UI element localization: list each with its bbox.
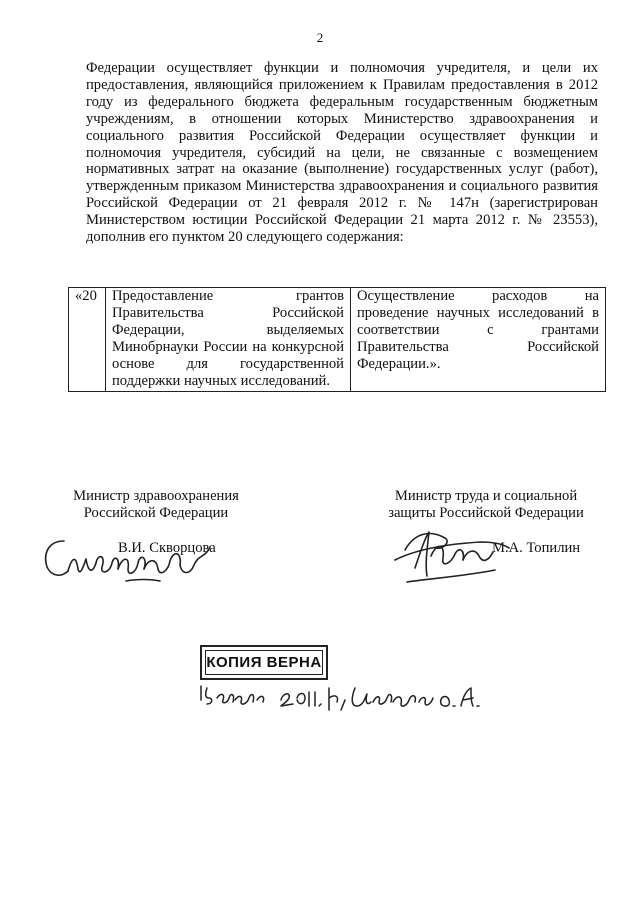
right-signatory-name: М.А. Топилин (492, 540, 581, 556)
right-title-line1: Министр труда и социальной (394, 488, 578, 504)
left-title-line2: Российской Федерации (83, 505, 229, 521)
right-signatory-title (380, 488, 592, 522)
left-handwritten-signature (40, 535, 220, 585)
body-paragraph: Федерации осуществляет функции и полномочия учредителя, и цели их предоставления, являющийся приложением к Правилам предоставления в 2012 году из федерального бюджета федеральным государственным бюджетным учреждениям, в отношении которых Министерство здравоохранения и социального развития Российской Федерации осуществляет функции и полномочия учредителя, субсидий на цели, не связанные с возмещением нормативных затрат на оказание (выполнение) государственных услуг (работ), утвержденным приказом Министерства здравоохранения и социального развития Российской Федерации от 21 февраля 2012 г. № 147н (зарегистрирован Министерством юстиции Российской Федерации 21 марта 2012 г. № 23553), дополнив его пунктом 20 следующего содержания: (86, 60, 598, 246)
amendment-table (68, 287, 606, 392)
table-row (69, 288, 606, 392)
right-title-line2: защиты Российской Федерации (388, 505, 584, 521)
page-number: 2 (316, 30, 324, 45)
copy-certified-stamp (200, 645, 328, 680)
certification-handwriting (195, 680, 485, 718)
stamp-text: КОПИЯ ВЕРНА (205, 650, 323, 675)
right-handwritten-signature (385, 520, 515, 590)
purpose-cell: Осуществление расходов на проведение научных исследований в соответствии с грантами Правительства Российской Федерации.». (351, 288, 606, 392)
left-signatory-name: В.И. Скворцова (118, 540, 216, 556)
subsidy-name-cell: Предоставление грантов Правительства Российской Федерации, выделяемых Минобрнауки России на конкурсной основе для государственной поддержки научных исследований. (106, 288, 351, 392)
item-number: «20 (69, 288, 106, 392)
left-title-line1: Министр здравоохранения (73, 488, 239, 504)
left-signatory-title (56, 488, 256, 522)
